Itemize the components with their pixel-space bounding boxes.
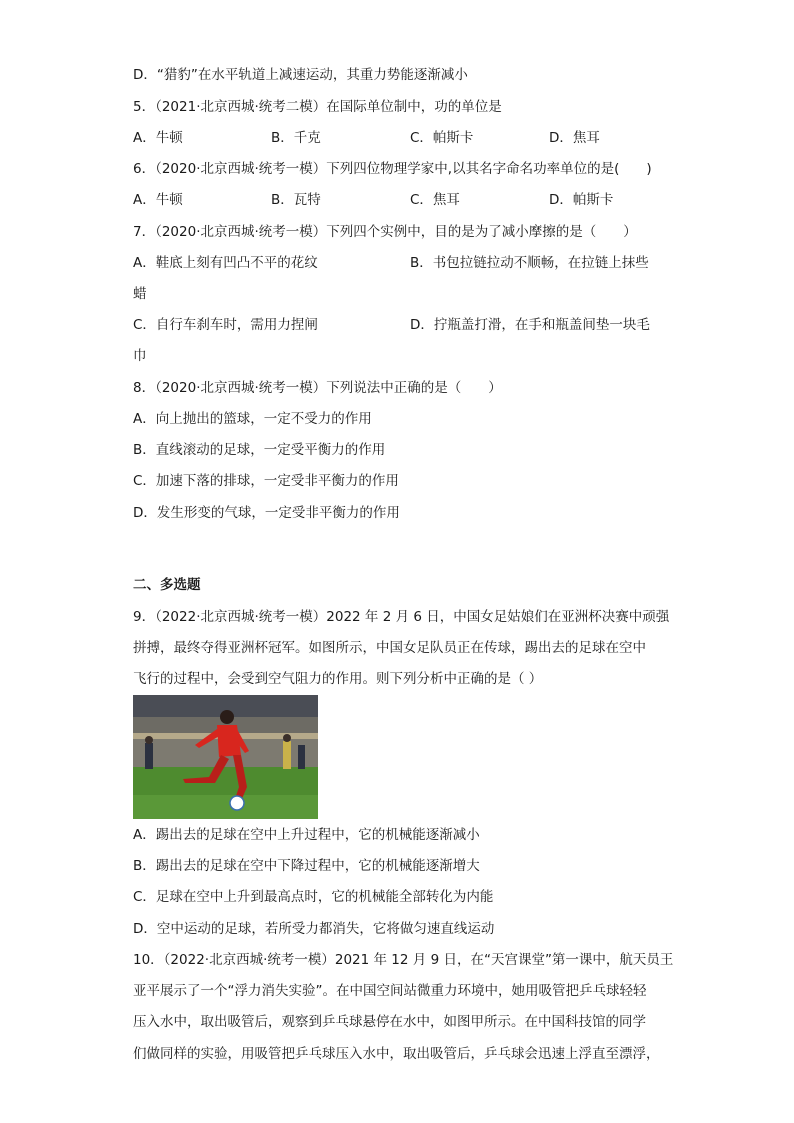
q5-option-a: A．牛顿: [133, 130, 183, 146]
q9-option-d: D．空中运动的足球，若所受力都消失，它将做匀速直线运动: [133, 921, 495, 937]
q5-option-c: C．帕斯卡: [410, 130, 474, 146]
q6-option-a: A．牛顿: [133, 192, 183, 208]
question-8: 8．（2020·北京西城·统考一模）下列说法中正确的是（ ）: [133, 380, 502, 396]
section-heading: 二、多选题: [133, 577, 201, 593]
q7-option-b: B．书包拉链拉动不顺畅，在拉链上抹些: [410, 255, 649, 271]
question-5: 5．（2021·北京西城·统考二模）在国际单位制中，功的单位是: [133, 99, 502, 115]
question-9-line-3: 飞行的过程中，会受到空气阻力的作用。则下列分析中正确的是（ ）: [133, 671, 543, 687]
q8-option-d: D．发生形变的气球，一定受非平衡力的作用: [133, 505, 400, 521]
q7-option-b-continued: 蜡: [133, 286, 147, 302]
q7-option-d: D．拧瓶盖打滑，在手和瓶盖间垫一块毛: [410, 317, 650, 333]
q8-option-c: C．加速下落的排球，一定受非平衡力的作用: [133, 473, 399, 489]
q5-option-b: B．千克: [271, 130, 321, 146]
question-10-line-3: 压入水中，取出吸管后，观察到乒乓球悬停在水中，如图甲所示。在中国科技馆的同学: [133, 1014, 646, 1030]
q8-option-b: B．直线滚动的足球，一定受平衡力的作用: [133, 442, 386, 458]
question-9-line-2: 拼搏，最终夺得亚洲杯冠军。如图所示，中国女足队员正在传球，踢出去的足球在空中: [133, 640, 646, 656]
q9-option-a: A．踢出去的足球在空中上升过程中，它的机械能逐渐减小: [133, 827, 480, 843]
question-6: 6．（2020·北京西城·统考一模）下列四位物理学家中,以其名字命名功率单位的是( ): [133, 161, 652, 177]
q9-option-c: C．足球在空中上升到最高点时，它的机械能全部转化为内能: [133, 889, 494, 905]
question-10-line-2: 亚平展示了一个“浮力消失实验”。在中国空间站微重力环境中，她用吸管把乒乓球轻轻: [133, 983, 647, 999]
q5-option-d: D．焦耳: [549, 130, 600, 146]
q6-option-b: B．瓦特: [271, 192, 321, 208]
q9-option-b: B．踢出去的足球在空中下降过程中，它的机械能逐渐增大: [133, 858, 480, 874]
q6-option-c: C．焦耳: [410, 192, 460, 208]
question-10-line-1: 10．（2022·北京西城·统考一模）2021 年 12 月 9 日，在“天宫课堂”第一课中，航天员王: [133, 952, 674, 968]
q8-option-a: A．向上抛出的篮球，一定不受力的作用: [133, 411, 372, 427]
football-player-photo: [133, 695, 318, 819]
question-10-line-4: 们做同样的实验，用吸管把乒乓球压入水中，取出吸管后，乒乓球会迅速上浮直至漂浮，: [133, 1046, 660, 1062]
question-7: 7．（2020·北京西城·统考一模）下列四个实例中，目的是为了减小摩擦的是（ ）: [133, 224, 637, 240]
q7-option-c: C．自行车刹车时，需用力捏闸: [133, 317, 318, 333]
q7-option-a: A．鞋底上刻有凹凸不平的花纹: [133, 255, 318, 271]
question-9-line-1: 9．（2022·北京西城·统考一模）2022 年 2 月 6 日，中国女足姑娘们在亚洲杯决赛中顽强: [133, 609, 670, 625]
q4-option-d: D．“猎豹”在水平轨道上减速运动，其重力势能逐渐减小: [133, 67, 468, 83]
q6-option-d: D．帕斯卡: [549, 192, 614, 208]
q7-option-d-continued: 巾: [133, 348, 147, 364]
